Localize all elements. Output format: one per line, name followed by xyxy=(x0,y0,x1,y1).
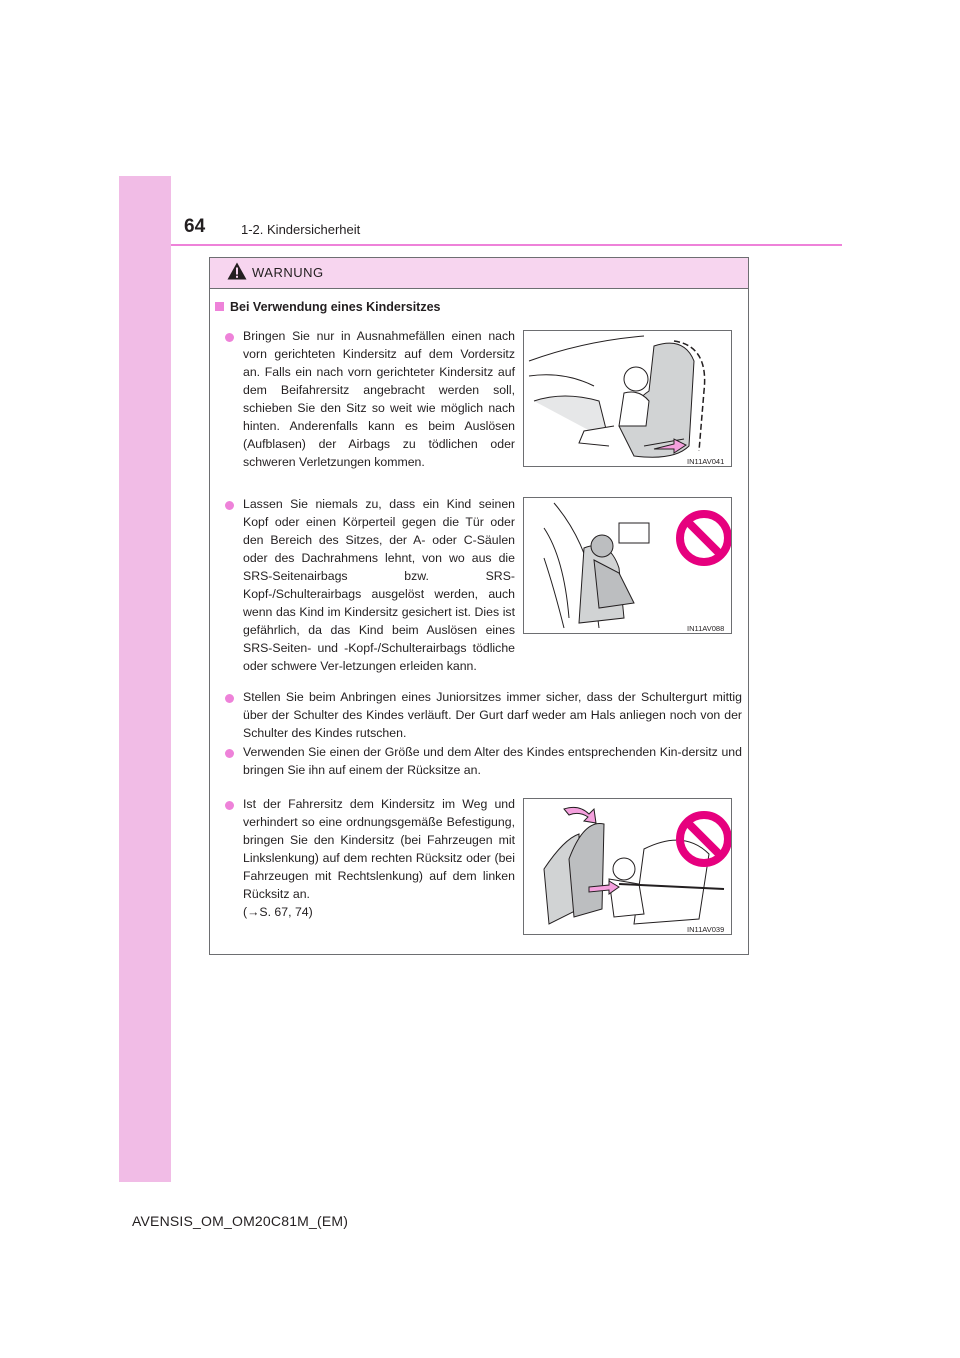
warning-item-2: Lassen Sie niemals zu, dass ein Kind seinen Kopf oder einen Körperteil gegen die Tür oder den Bereich des Sitzes, der A- oder C-Säulen oder des Dachrahmens lehnt, von wo aus die SRS-Seitenairbags bzw. SRS-Kopf-/Schulterairbags ausgelöst werden, auch wenn das Kind im Kindersitz gesichert ist. Dies ist gefährlich, da das Kind beim Auslösen eines SRS-Seiten- und -Kopf-/Schulterairbags tödliche oder schwere Ver-letzungen erleiden kann. xyxy=(243,497,515,673)
subheading-text: Bei Verwendung eines Kindersitzes xyxy=(230,300,441,314)
bullet-icon xyxy=(225,694,234,703)
bullet-icon xyxy=(225,749,234,758)
child-seat-illustration xyxy=(524,331,731,466)
rear-seat-illustration xyxy=(524,799,731,934)
warning-item-5-text: Ist der Fahrersitz dem Kindersitz im Weg und verhindert so eine ordnungsgemäße Befestigung, bringen Sie den Kindersitz (bei Fahrzeugen mit Linkslenkung) auf dem rechten Rücksitz oder (bei Fahrzeugen mit Rechtslenkung) auf dem linken Rücksitz an. xyxy=(243,797,515,901)
warning-subheading xyxy=(215,300,440,314)
warning-item-1: Bringen Sie nur in Ausnahmefällen einen nach vorn gerichteten Kindersitz auf dem Vordersitz an. Falls ein nach vorn gerichteter Kindersitz auf dem Beifahrersitz angebracht werden soll, schieben Sie den Sitz so weit wie möglich nach hinten. Anderenfalls kann es beim Auslösen (Aufblasen) der Airbags zu tödlichen oder schweren Verletzungen kommen. xyxy=(243,329,515,469)
footer-doc-code: AVENSIS_OM_OM20C81M_(EM) xyxy=(132,1213,349,1229)
warning-title: WARNUNG xyxy=(252,265,324,280)
section-title: 1-2. Kindersicherheit xyxy=(241,222,361,237)
bullet-icon xyxy=(225,501,234,510)
bullet-icon xyxy=(225,333,234,342)
figure-driver-seat-interference xyxy=(523,798,732,935)
page-number: 64 xyxy=(184,216,206,237)
figure-code: IN11AV041 xyxy=(687,457,725,466)
child-door-illustration xyxy=(524,498,731,633)
figure-code: IN11AV039 xyxy=(687,925,725,934)
side-color-band xyxy=(119,176,171,1182)
warning-item-3: Stellen Sie beim Anbringen eines Juniorsitzes immer sicher, dass der Schultergurt mittig über der Schulter des Kindes verläuft. Der Gurt darf weder am Hals anliegen noch von der Schulter des Kindes rutschen. xyxy=(243,690,742,740)
warning-triangle-icon xyxy=(227,262,247,280)
figure-head-against-door xyxy=(523,497,732,634)
figure-forward-facing-seat xyxy=(523,330,732,467)
figure-code: IN11AV088 xyxy=(687,624,725,633)
warning-item-5 xyxy=(243,795,515,921)
bullet-icon xyxy=(225,801,234,810)
page-reference: (→S. 67, 74) xyxy=(243,905,313,919)
header-rule xyxy=(171,244,842,246)
square-bullet-icon xyxy=(215,302,224,311)
warning-item-4: Verwenden Sie einen der Größe und dem Alter des Kindes entsprechenden Kin-dersitz und bringen Sie ihn auf einem der Rücksitze an. xyxy=(243,745,742,777)
